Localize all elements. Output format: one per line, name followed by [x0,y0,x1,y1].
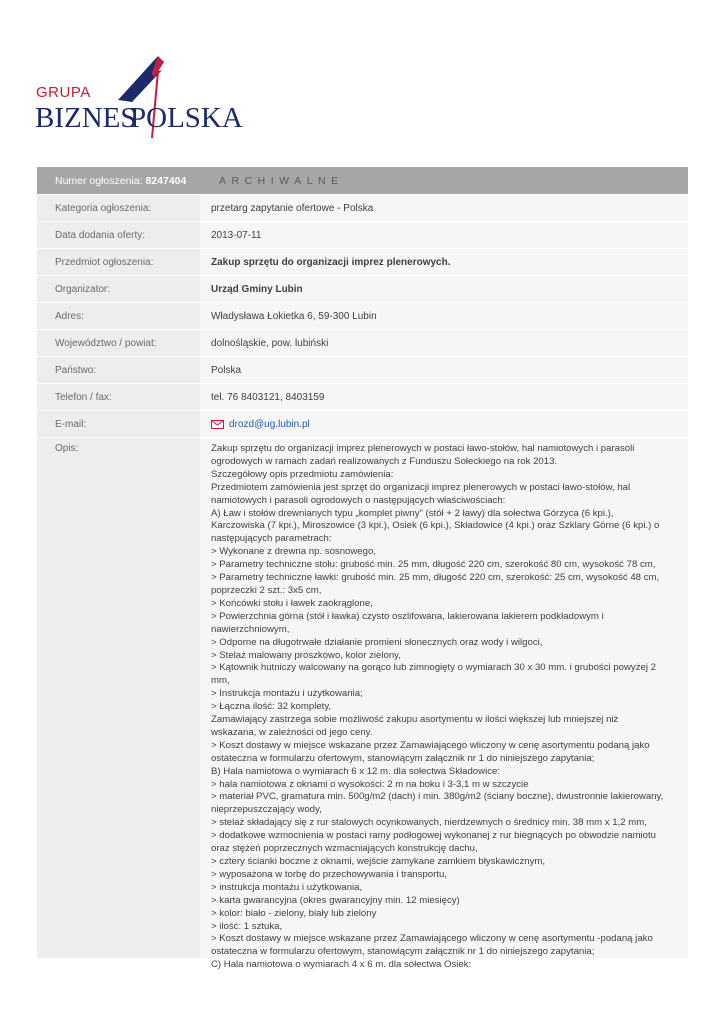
description-line: namiotowych i parasoli ogrodowych o następujących właściwościach: [211,494,506,506]
address-label: Adres: [37,303,200,329]
description-line: > wyposażona w torbę do przechowywania i transportu, [211,868,447,880]
description-line: > ilość: 1 sztuka, [211,920,283,932]
address-value: Władysława Łokietka 6, 59-300 Lubin [200,303,688,329]
description-line: > Koszt dostawy w miejsce wskazane przez Zamawiającego wliczony w cenę asortymentu podaną jako [211,739,650,751]
logo-biznes-text: BIZNES [35,102,137,134]
description-line: ostateczna w formularzu ofertowym, stanowiącym załącznik nr 1 do niniejszego zapytania; [211,946,595,958]
description-line: C) Hala namiotowa o wymiarach 4 x 6 m. dla sołectwa Osiek: [211,959,472,971]
country-label: Państwo: [37,357,200,383]
description-line: nawierzchniowym, [211,623,290,635]
description-line: > Parametry techniczne ławki: grubość min. 25 mm, długość 220 cm, szerokość: 25 cm, wysokość 48 cm, [211,572,660,584]
description-line: > dodatkowe wzmocnienia w postaci ramy podłogowej wykonanej z rur biegnących po obwodzie namiotu [211,830,657,842]
subject-label: Przedmiot ogłoszenia: [37,249,200,275]
description-line: > Stelaż malowany proszkowo, kolor zielony, [211,649,401,661]
description-line: następujących parametrach: [211,533,332,545]
province-district-label: Województwo / powiat: [37,330,200,356]
field-row-date-added [37,221,688,248]
description-line: ostateczna w formularzu ofertowym, stanowiącym załącznik nr 1 do niniejszego zapytania; [211,752,595,764]
phone-fax-value: tel. 76 8403121, 8403159 [200,384,688,410]
email-link[interactable] [211,419,310,430]
announcement-number-label: Numer ogłoszenia: [55,174,143,187]
description-line: oraz stężeń poprzecznych wzmacniających konstrukcję dachu, [211,843,478,855]
category-value: przetarg zapytanie ofertowe - Polska [200,195,688,221]
description-label: Opis: [37,438,200,958]
description-line: > Końcówki stołu i ławek zaokrąglone, [211,597,373,609]
field-row-province-district [37,329,688,356]
organizer-value: Urząd Gminy Lubin [200,276,688,302]
envelope-icon [211,420,224,429]
description-line: > cztery ścianki boczne z oknami, wejście zamykane zamkiem błyskawicznym, [211,856,546,867]
date-added-label: Data dodania oferty: [37,222,200,248]
logo-grupa-text: GRUPA [36,84,91,101]
description-line: > karta gwarancyjna (okres gwarancyjny min. 12 miesięcy) [211,894,460,906]
description-line: Zamawiający zastrzega sobie możliwość zakupu asortymentu w ilości większej lub mniejszej niż [211,714,619,726]
description-line: > Instrukcja montażu i użytkowania; [211,688,363,700]
announcement-header [37,167,688,194]
province-district-value: dolnośląskie, pow. lubiński [200,330,688,356]
announcement-number-value: 8247404 [145,174,187,187]
field-row-phone-fax [37,383,688,410]
description-line: ogrodowych w ramach zadań realizowanych z Funduszu Sołeckiego na rok 2013. [211,455,558,467]
announcement-number [37,175,219,187]
description-line: > Łączna ilość: 32 komplety, [211,701,332,713]
description-line: > hala namiotowa z oknami o wysokości: 2 m na boku i 3-3,1 m w szczycie [211,778,529,790]
email-address[interactable]: drozd@ug.lubin.pl [229,419,310,430]
email-value [200,411,688,437]
company-logo [30,52,243,144]
field-row-subject [37,248,688,275]
description-row [37,437,688,971]
organizer-label: Organizator: [37,276,200,302]
date-added-value: 2013-07-11 [200,222,688,248]
description-line: wskazana, w zależności od jego ceny. [211,726,373,738]
field-row-category [37,194,688,221]
description-line: > Odporne na długotrwałe działanie promieni słonecznych oraz wody i wilgoci, [211,636,543,648]
description-line: > Koszt dostawy w miejsce wskazane przez Zamawiającego wliczony w cenę asortymentu -podaną jako [211,933,653,945]
description-line: Szczegółowy opis przedmiotu zamówienia: [211,468,394,480]
category-label: Kategoria ogłoszenia: [37,195,200,221]
description-line: Karczowiska (7 kpi.), Miroszowice (3 kpi.), Osiek (6 kpi.), Składowice (4 kpi.) oraz Szklary Górne (6 kpi.) o [211,520,660,532]
description-line: > Powierzchnia górna (stół i ławka) czysto oszlifowana, lakierowana lakierem podkładowym i [211,610,604,622]
field-row-organizer [37,275,688,302]
logo-polska-text: POLSKA [130,102,243,134]
description-line: nieprzepuszczający wody, [211,804,322,816]
country-value: Polska [200,357,688,383]
description-line: Zakup sprzętu do organizacji imprez plenerowych w postaci ławo-stołów, hal namiotowych i parasoli [211,443,635,454]
field-row-country [37,356,688,383]
field-row-email [37,410,688,437]
description-line: A) Ław i stołów drewnianych typu „komplet piwny" (stół + 2 ławy) dla sołectwa Górzyca (6 kpi.), [211,507,614,519]
description-line: > Kątownik hutniczy walcowany na gorąco lub zimnogięty o wymiarach 30 x 30 mm. i grubości powyżej 2 [211,662,656,674]
description-line: poprzeczki 2 szt.: 3x5 cm, [211,584,322,596]
description-line: > Wykonane z drewna np. sosnowego, [211,546,376,558]
archive-status-badge: ARCHIWALNE [219,174,344,187]
email-label: E-mail: [37,411,200,437]
phone-fax-label: Telefon / fax: [37,384,200,410]
announcement-panel [37,167,688,971]
subject-value: Zakup sprzętu do organizacji imprez plenerowych. [200,249,688,275]
description-line: > Parametry techniczne stołu: grubość min. 25 mm, długość 220 cm, szerokość 80 cm, wysokość 78 cm, [211,559,656,571]
description-line: mm, [211,675,230,687]
description-line: > instrukcja montażu i użytkowania, [211,881,363,893]
description-line: > materiał PVC, gramatura min. 500g/m2 (dach) i min. 380g/m2 (ściany boczne), dwustronnie lakierowany, [211,791,664,803]
description-text [200,438,688,971]
description-line: Przedmiotem zamówienia jest sprzęt do organizacji imprez plenerowych w postaci ławo-stołów, hal [211,481,631,493]
description-line: B) Hala namiotowa o wymiarach 6 x 12 m. dla sołectwa Składowice: [211,765,501,777]
description-line: > kolor: biało - zielony, biały lub zielony [211,907,377,919]
field-row-address [37,302,688,329]
description-line: > stelaż składający się z rur stalowych ocynkowanych, nierdzewnych o średnicy min. 38 mm x 1,2 mm, [211,817,647,829]
